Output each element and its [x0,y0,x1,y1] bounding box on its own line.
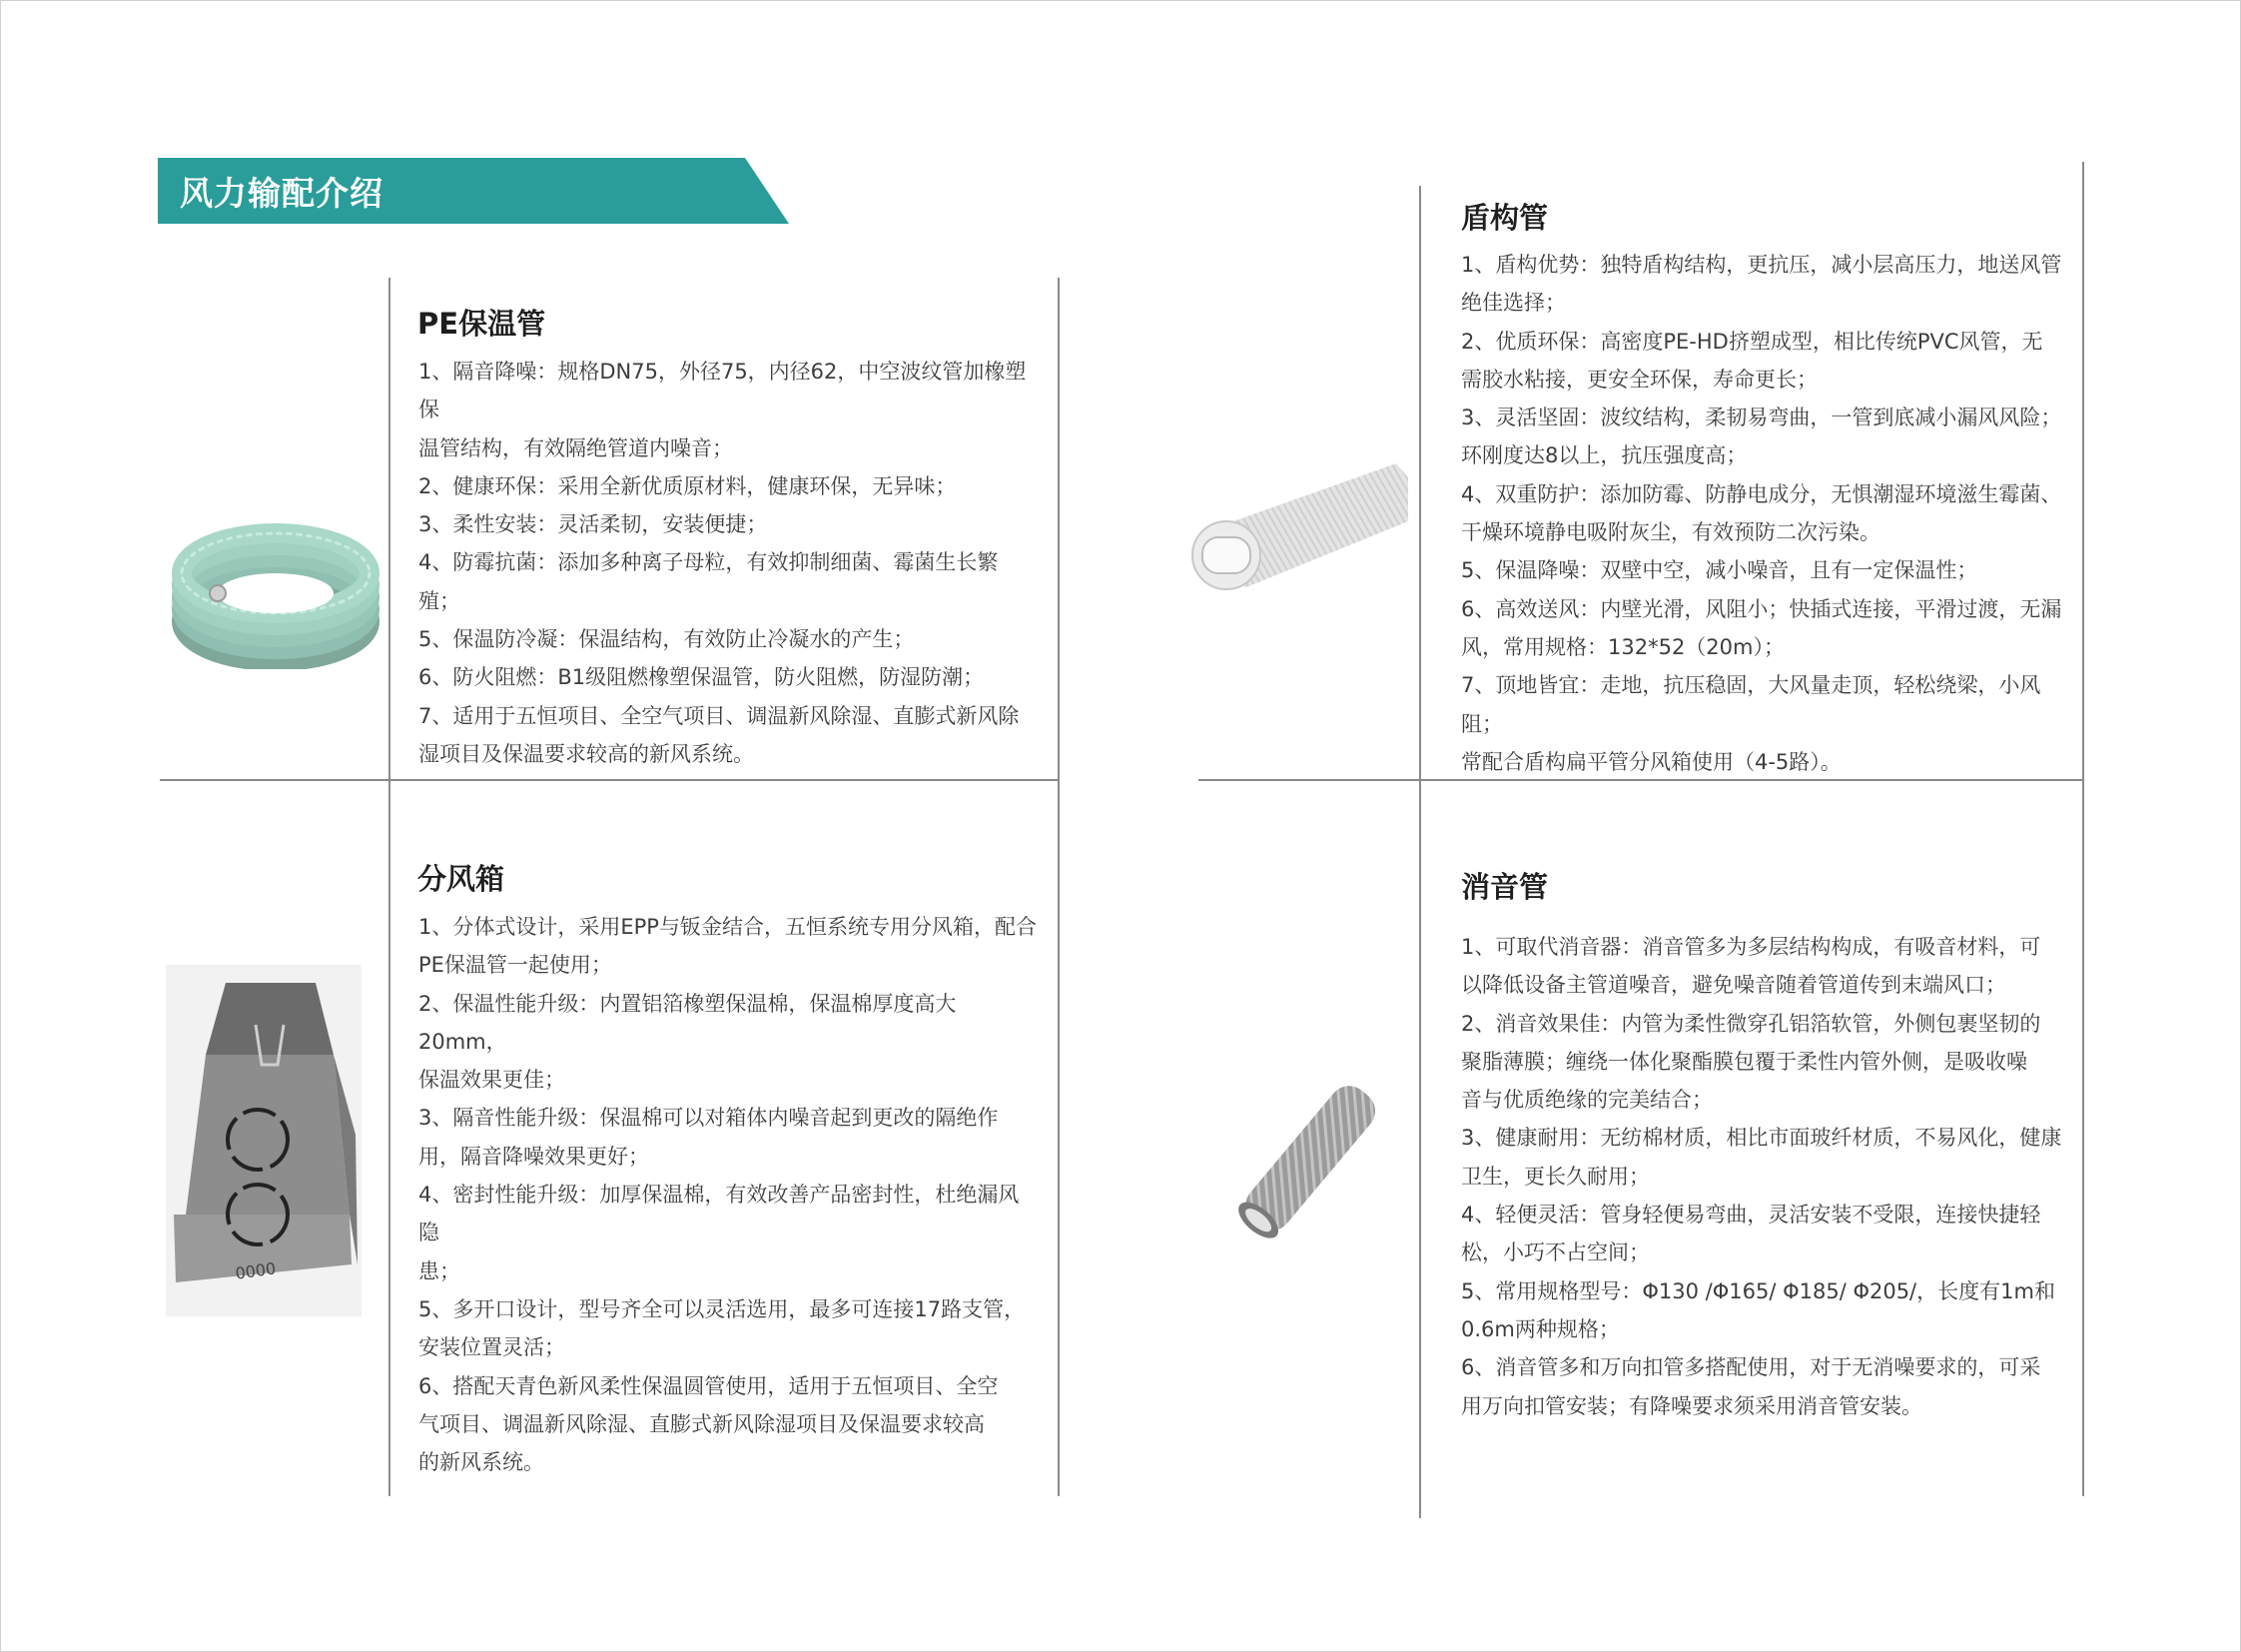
divider-v-right-2 [2082,162,2084,1496]
section-body-pe-pipe [418,353,1038,773]
text-line: 6、消音管多和万向扣管多搭配使用，对于无消噪要求的，可采 [1461,1355,2041,1380]
text-line: 常配合盾构扁平管分风箱使用（4-5路）。 [1461,749,1842,774]
text-line: 音与优质绝缘的完美结合； [1461,1088,1713,1113]
text-line: 3、隔音性能升级：保温棉可以对箱体内噪音起到更改的隔绝作 [418,1106,999,1131]
text-line: 用，隔音降噪效果更好； [418,1144,649,1169]
distribution-box-image [166,965,362,1320]
text-line: 安装位置灵活； [418,1335,565,1360]
section-banner [158,158,789,224]
text-line: 以降低设备主管道噪音，避免噪音随着管道传到末端风口； [1461,973,2006,998]
text-line: 2、保温性能升级：内置铝箔橡塑保温棉，保温棉厚度高大20mm， [418,991,957,1054]
text-line: 7、适用于五恒项目、全空气项目、调温新风除湿、直膨式新风除 [418,703,1020,728]
text-line: 的新风系统。 [418,1450,544,1475]
text-line: 绝佳选择； [1461,291,1566,316]
text-line: 湿项目及保温要求较高的新风系统。 [418,741,754,766]
text-line: 7、顶地皆宜：走地，抗压稳固，大风量走顶，轻松绕梁，小风阻； [1461,673,2041,736]
text-line: 1、可取代消音器：消音管多为多层结构构成，有吸音材料，可 [1461,935,2041,959]
section-body-distribution-box [418,908,1038,1481]
svg-text:0000: 0000 [234,1258,278,1283]
silencer-pipe-image [1220,1075,1400,1258]
divider-v-left-2 [1058,278,1060,1496]
text-line: 5、保温降噪：双壁中空，减小噪音，且有一定保温性； [1461,558,1978,583]
text-line: 温管结构，有效隔绝管道内噪音； [418,435,733,460]
text-line: 3、柔性安装：灵活柔韧，安装便捷； [418,512,768,537]
section-title-silencer-pipe: 消音管 [1461,870,1549,904]
divider-h-left [160,779,1059,781]
text-line: 卫生，更长久耐用； [1461,1164,1650,1189]
text-line: 2、健康环保：采用全新优质原材料，健康环保，无异味； [418,473,957,498]
text-line: 气项目、调温新风除湿、直膨式新风除湿项目及保温要求较高 [418,1411,985,1436]
text-line: 6、防火阻燃：B1级阻燃橡塑保温管，防火阻燃，防湿防潮； [418,665,985,690]
text-line: 4、轻便灵活：管身轻便易弯曲，灵活安装不受限，连接快捷轻 [1461,1203,2041,1228]
text-line: 4、防霉抗菌：添加多种离子母粒，有效抑制细菌、霉菌生长繁殖； [418,550,999,613]
text-line: 聚脂薄膜；缠绕一体化聚酯膜包覆于柔性内管外侧，是吸收噪 [1461,1049,2027,1074]
banner-title: 风力输配介绍 [180,174,383,213]
text-line: 6、搭配天青色新风柔性保温圆管使用，适用于五恒项目、全空 [418,1373,999,1398]
text-line: 1、盾构优势：独特盾构结构，更抗压，减小层高压力，地送风管 [1461,253,2062,277]
text-line: 风，常用规格：132*52（20m）； [1461,634,1785,659]
coiled-pipe-image [172,509,379,673]
divider-v-left-1 [388,278,390,1496]
text-line: 松，小巧不占空间； [1461,1240,1650,1265]
text-line: 3、健康耐用：无纺棉材质，相比市面玻纤材质，不易风化，健康 [1461,1126,2062,1151]
text-line: 患； [418,1258,460,1283]
text-line: 保温效果更佳； [418,1068,565,1093]
text-line: 环刚度达8以上，抗压强度高； [1461,443,1748,468]
text-line: PE保温管一起使用； [418,953,612,978]
section-body-silencer-pipe [1461,928,2080,1425]
text-line: 4、双重防护：添加防霉、防静电成分，无惧潮湿环境滋生霉菌、 [1461,481,2062,506]
divider-v-right-1 [1419,186,1421,1518]
text-line: 5、多开口设计，型号齐全可以灵活选用，最多可连接17路支管， [418,1296,1026,1321]
text-line: 6、高效送风：内壁光滑，风阻小；快插式连接，平滑过渡，无漏 [1461,596,2062,621]
text-line: 0.6m两种规格； [1461,1316,1620,1341]
text-line: 4、密封性能升级：加厚保温棉，有效改善产品密封性，杜绝漏风隐 [418,1183,1020,1245]
section-title-pe-pipe: PE保温管 [417,307,546,341]
text-line: 需胶水粘接，更安全环保，寿命更长； [1461,367,1818,392]
text-line: 5、保温防冷凝：保温结构，有效防止冷凝水的产生； [418,627,915,652]
text-line: 3、灵活坚固：波纹结构，柔韧易弯曲，一管到底减小漏风风险； [1461,406,2062,430]
section-title-shield-duct: 盾构管 [1461,201,1549,235]
text-line: 5、常用规格型号：Φ130 /Φ165/ Φ185/ Φ205/，长度有1m和 [1461,1278,2055,1303]
text-line: 2、优质环保：高密度PE-HD挤塑成型，相比传统PVC风管，无 [1461,329,2043,354]
text-line: 用万向扣管安装；有降噪要求须采用消音管安装。 [1461,1393,1922,1418]
text-line: 2、消音效果佳：内管为柔性微穿孔铝箔软管，外侧包裹坚韧的 [1461,1011,2041,1036]
section-title-distribution-box: 分风箱 [417,862,505,896]
text-line: 1、分体式设计，采用EPP与钣金结合，五恒系统专用分风箱，配合 [418,915,1037,939]
text-line: 干燥环境静电吸附灰尘，有效预防二次污染。 [1461,520,1880,545]
section-body-shield-duct [1461,246,2080,781]
text-line: 1、隔音降噪：规格DN75，外径75，内径62，中空波纹管加橡塑保 [418,360,1027,422]
flat-duct-image [1186,457,1408,601]
